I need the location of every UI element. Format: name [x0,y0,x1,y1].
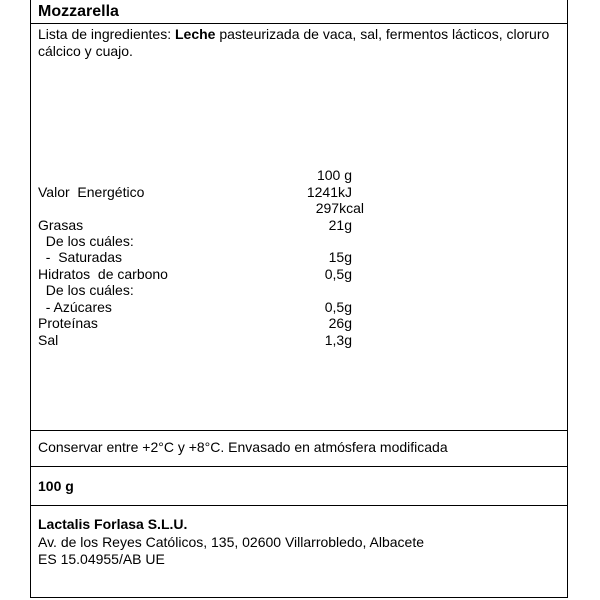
storage-instructions: Conservar entre +2°C y +8°C. Envasado en atmósfera modificada [38,439,448,455]
health-registry-number: ES 15.04955/AB UE [38,551,165,567]
manufacturer-address: Av. de los Reyes Católicos, 135, 02600 Villarrobledo, Albacete [38,534,425,550]
section-divider [30,430,568,431]
nutrition-label: Hidratos de carbono [38,266,168,282]
nutrition-row [38,184,352,200]
nutrition-value: 15g [328,249,352,265]
net-weight: 100 g [38,478,74,494]
manufacturer-name: Lactalis Forlasa S.L.U. [38,516,188,532]
nutrition-value: 1241kJ [306,184,352,200]
nutrition-label: - Azúcares [38,299,112,315]
nutrition-value: 26g [328,315,352,331]
ingredients-allergen: Leche [174,26,216,42]
nutrition-row [38,200,364,216]
ingredients-text: pasteurizada de vaca, sal, fermentos lácticos, cloruro cálcico y cuajo. [38,26,550,59]
nutrition-row [38,299,352,315]
nutrition-label: Grasas [38,217,84,233]
nutrition-value: 0,5g [324,299,352,315]
ingredients-label: Lista de ingredientes: [38,26,175,42]
section-divider [30,466,568,467]
section-divider [30,505,568,506]
nutrition-label: Valor Energético [38,184,145,200]
nutrition-row [38,282,352,298]
nutrition-row [38,233,352,249]
product-name: Mozzarella [38,3,119,20]
nutrition-label: De los cuáles: [38,233,134,249]
nutrition-value: 1,3g [324,332,352,348]
nutrition-value: 297kcal [315,200,364,216]
title-divider [30,23,568,24]
nutrition-row [38,217,352,233]
nutrition-label: Sal [38,332,59,348]
ingredients-list [38,26,558,60]
nutrition-row [38,249,352,265]
nutrition-row [38,315,352,331]
nutrition-header: 100 g [316,167,352,183]
nutrition-label: - Saturadas [38,249,123,265]
nutrition-value: 0,5g [324,266,352,282]
nutrition-value: 21g [328,217,352,233]
nutrition-label: De los cuáles: [38,282,134,298]
nutrition-label: Proteínas [38,315,98,331]
nutrition-row [38,266,352,282]
nutrition-row [38,332,352,348]
